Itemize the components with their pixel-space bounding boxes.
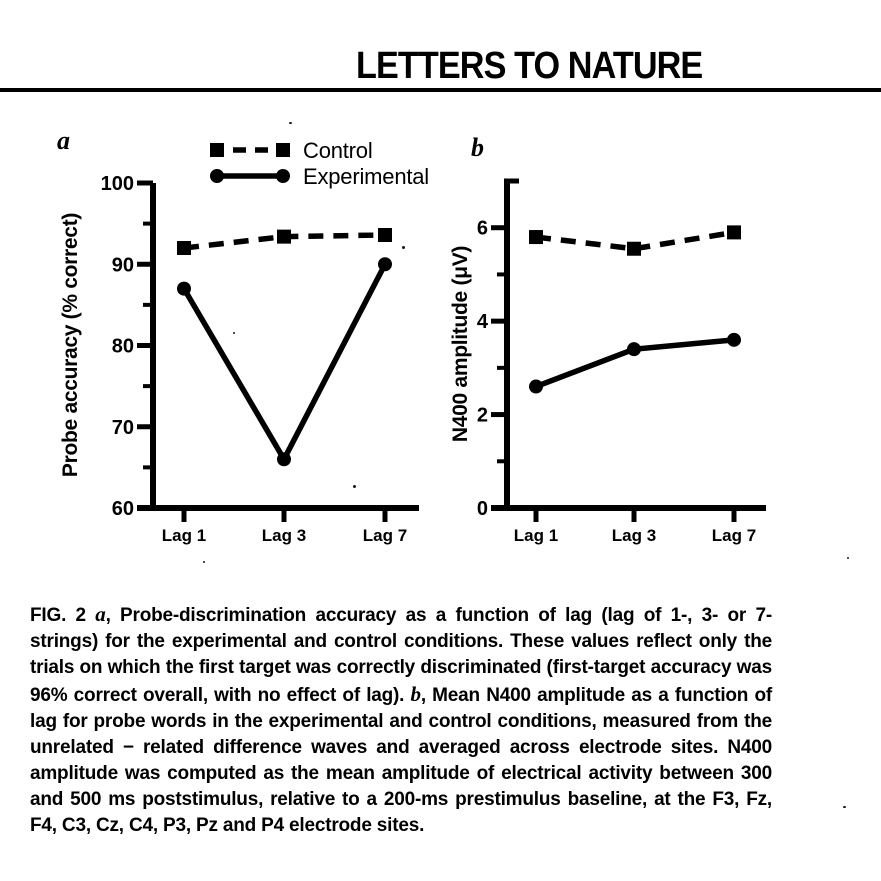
chart-panel-b-series-control-point [727,225,741,239]
chart-panel-b-y-tick-label: 0 [476,498,488,520]
caption-fig-number: FIG. 2 [30,605,96,626]
page-title: LETTERS TO NATURE [356,45,703,88]
legend-label-experimental: Experimental [303,164,429,189]
scan-speck [402,246,405,249]
chart-panel-b-series-experimental-point [529,380,543,394]
chart-panel-b-series-control-point [627,242,641,256]
chart-panel-a-series-experimental-point [378,257,392,271]
scan-speck [353,485,356,488]
chart-panel-b-y-tick-label: 2 [476,404,488,427]
chart-panel-a-y-tick-label: 100 [100,173,134,195]
scan-speck [847,557,849,559]
scan-speck [289,122,292,124]
caption-panel-a-text: , Probe-discrimination accuracy as a function of lag (lag of 1-, 3- or 7-strings) for the experimental and control conditions. These values reflect only the trials on which the first target was correctly discriminated (first-target accuracy was 96% correct overall, with no effect of lag). [30,605,772,706]
caption-panel-b-text: , Mean N400 amplitude as a function of lag for probe words in the experimental and control conditions, measured from the unrelated − related difference waves and averaged across electrode sites. N400 amplitude was computed as the mean amplitude of electrical activity between 300 and 500 ms poststimulus, relative to a 200-ms prestimulus baseline, at the F3, Fz, F4, C3, Cz, C4, P3, Pz and P4 electrode sites. [30,685,772,836]
chart-panel-a-series-experimental-point [277,452,291,466]
scan-speck [233,332,235,334]
chart-panel-a-series-control-point [277,230,291,244]
chart-panel-a-x-tick-label: Lag 3 [261,526,307,545]
panel-b-label: b [471,133,484,162]
chart-panel-a [101,173,419,545]
chart-panel-b-y-tick-label: 6 [476,217,488,240]
chart-panel-a-series-experimental-point [177,282,191,296]
legend-sample-control-marker [276,143,290,157]
chart-panel-a-y-tick-label: 80 [111,335,134,358]
chart-panel-a-y-tick-label: 60 [111,498,134,520]
chart-panel-b-x-tick-label: Lag 3 [611,526,657,545]
scan-speck [203,561,205,563]
chart-panel-b-series-experimental-point [727,333,741,347]
chart-panel-a-y-tick-label: 70 [111,416,134,439]
chart-panel-a-x-tick-label: Lag 7 [362,526,408,545]
chart-panel-b-series-experimental-point [627,342,641,356]
chart-panel-a-series-experimental-line [184,264,385,459]
legend-sample-experimental-marker [210,169,224,183]
chart-panel-b-series-control-point [529,230,543,244]
legend-sample-experimental-marker [276,169,290,183]
y-axis-label-panel-a: Probe accuracy (% correct) [59,212,82,478]
panel-a-label: a [57,126,70,155]
legend-sample-control-marker [210,143,224,157]
caption-panel-a-letter: a [95,602,106,626]
caption-panel-b-letter: b [410,682,421,706]
y-axis-label-panel-b: N400 amplitude (μV) [449,245,472,443]
chart-panel-b-x-tick-label: Lag 7 [711,526,757,545]
figure-caption [30,601,772,839]
chart-panel-b-x-tick-label: Lag 1 [513,526,559,545]
chart-panel-b [477,181,766,545]
chart-panel-a-y-tick-label: 90 [111,254,134,277]
scan-speck [843,806,846,808]
chart-panel-a-series-control-point [177,241,191,255]
chart-panel-a-x-tick-label: Lag 1 [161,526,207,545]
chart-panel-a-series-control-point [378,228,392,242]
chart-panel-b-y-tick-label: 4 [476,311,488,334]
legend-label-control: Control [303,138,373,163]
